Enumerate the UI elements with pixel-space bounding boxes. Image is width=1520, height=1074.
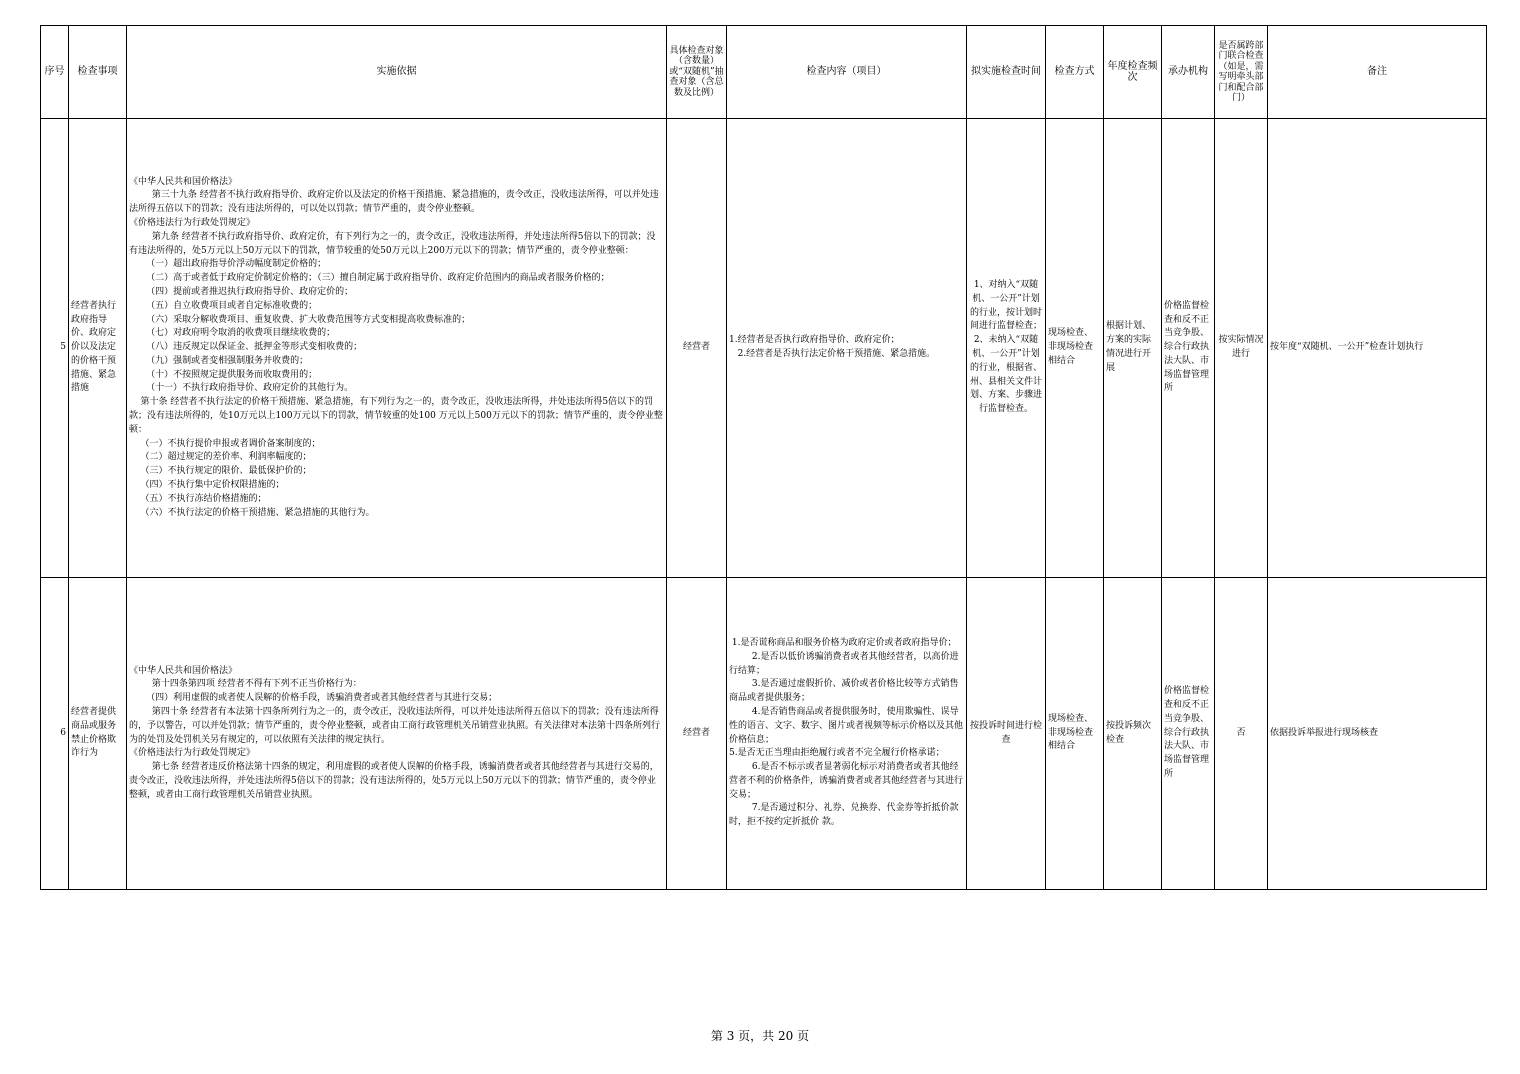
row-basis: 《中华人民共和国价格法》 第十四条第四项 经营者不得有下列不正当价格行为： （四）利用虚假的或者使人误解的价格手段，诱骗消费者或者其他经营者与其进行交易； 第四十条 经营者有本法第十四条所列行为之一的，责令改正，没收违法所得，可以并处违法所得五倍以下的罚款；没有违法所得的，予以警告，可以并处罚款；情节严重的，责令停业整顿，或者由工商行政管理机关吊销营业执照。有关法律对本法第十四条所列行为的处罚及处罚机关另有规定的，可以依照有关法律的规定执行。 《价格违法行为行政处罚规定》 第七条 经营者违反价格法第十四条的规定，利用虚假的或者使人误解的价格手段，诱骗消费者或者其他经营者与其进行交易的，责令改正，没收违法所得，并处违法所得5倍以下的罚款；没有违法所得的，处5万元以上50万元以下的罚款；情节严重的，责令停业整顿，或者由工商行政管理机关吊销营业执照。 (127, 578, 667, 890)
header-target: 具体检查对象（含数量）或“双随机”抽查对象（含总数及比例） (667, 26, 727, 119)
header-basis: 实施依据 (127, 26, 667, 119)
row-content: 1.经营者是否执行政府指导价、政府定价； 2.经营者是否执行法定价格干预措施、紧急措施。 (727, 119, 967, 578)
row-target: 经营者 (667, 119, 727, 578)
header-org: 承办机构 (1162, 26, 1215, 119)
header-method: 检查方式 (1046, 26, 1104, 119)
row-org: 价格监督检查和反不正当竞争股、综合行政执法大队、市场监督管理所 (1162, 119, 1215, 578)
table-row (41, 578, 1487, 890)
row-joint: 按实际情况进行 (1215, 119, 1268, 578)
inspection-table (40, 25, 1487, 890)
header-content: 检查内容（项目） (727, 26, 967, 119)
row-freq: 按投诉频次检查 (1104, 578, 1162, 890)
table-row (41, 119, 1487, 578)
row-item: 经营者提供商品或服务禁止价格欺诈行为 (69, 578, 127, 890)
row-method: 现场检查、非现场检查相结合 (1046, 119, 1104, 578)
row-method: 现场检查、非现场检查相结合 (1046, 578, 1104, 890)
row-joint: 否 (1215, 578, 1268, 890)
row-content: 1.是否谎称商品和服务价格为政府定价或者政府指导价； 2.是否以低价诱骗消费者或者其他经营者，以高价进行结算； 3.是否通过虚假折价、减价或者价格比较等方式销售商品或者提供服务； 4.是否销售商品或者提供服务时，使用欺骗性、误导性的语言、文字、数字、图片或者视频等标示价格以及其他价格信息； 5.是否无正当理由拒绝履行或者不完全履行价格承诺； 6.是否不标示或者显著弱化标示对消费者或者其他经营者不利的价格条件，诱骗消费者或者其他经营者与其进行交易； 7.是否通过积分、礼券、兑换券、代金券等折抵价款时，拒不按约定折抵价 款。 (727, 578, 967, 890)
header-item: 检查事项 (69, 26, 127, 119)
header-time: 拟实施检查时间 (967, 26, 1046, 119)
header-seq: 序号 (41, 26, 69, 119)
row-time: 1、对纳入“双随机、一公开”计划的行业，按计划时间进行监督检查； 2、未纳入“双随机、一公开”计划的行业，根据省、州、县相关文件计划、方案、步骤进行监督检查。 (967, 119, 1046, 578)
row-org: 价格监督检查和反不正当竞争股、综合行政执法大队、市场监督管理所 (1162, 578, 1215, 890)
row-time: 按投诉时间进行检查 (967, 578, 1046, 890)
row-seq: 5 (41, 119, 69, 578)
header-remark: 备注 (1268, 26, 1487, 119)
row-remark: 按年度“双随机、一公开”检查计划执行 (1268, 119, 1487, 578)
page-number: 第 3 页，共 20 页 (710, 1029, 810, 1043)
row-target: 经营者 (667, 578, 727, 890)
header-joint: 是否属跨部门联合检查（如是，需写明牵头部门和配合部门） (1215, 26, 1268, 119)
row-basis: 《中华人民共和国价格法》 第三十九条 经营者不执行政府指导价、政府定价以及法定的价格干预措施、紧急措施的，责令改正，没收违法所得，可以并处违法所得五倍以下的罚款；没有违法所得的，可以处以罚款；情节严重的，责令停业整顿。 《价格违法行为行政处罚规定》 第九条 经营者不执行政府指导价、政府定价，有下列行为之一的，责令改正，没收违法所得，并处违法所得5倍以下的罚款；没有违法所得的，处5万元以上50万元以下的罚款，情节较重的处50万元以上200万元以下的罚款；情节严重的，责令停业整顿： （一）超出政府指导价浮动幅度制定价格的； （二）高于或者低于政府定价制定价格的；（三）擅自制定属于政府指导价、政府定价范围内的商品或者服务价格的； （四）提前或者推迟执行政府指导价、政府定价的； （五）自立收费项目或者自定标准收费的； （六）采取分解收费项目、重复收费、扩大收费范围等方式变相提高收费标准的； （七）对政府明令取消的收费项目继续收费的； （八）违反规定以保证金、抵押金等形式变相收费的； （九）强制或者变相强制服务并收费的； （十）不按照规定提供服务而收取费用的； （十一）不执行政府指导价、政府定价的其他行为。 第十条 经营者不执行法定的价格干预措施、紧急措施，有下列行为之一的，责令改正，没收违法所得，并处违法所得5倍以下的罚款；没有违法所得的，处10万元以上100万元以下的罚款，情节较重的处100 万元以上500万元以下的罚款；情节严重的，责令停业整顿： （一）不执行提价申报或者调价备案制度的； （二）超过规定的差价率、利润率幅度的； （三）不执行规定的限价、最低保护价的； （四）不执行集中定价权限措施的； （五）不执行冻结价格措施的； （六）不执行法定的价格干预措施、紧急措施的其他行为。 (127, 119, 667, 578)
row-freq: 根据计划、方案的实际情况进行开展 (1104, 119, 1162, 578)
row-item: 经营者执行政府指导价、政府定价以及法定的价格干预措施、紧急措施 (69, 119, 127, 578)
header-freq: 年度检查频次 (1104, 26, 1162, 119)
header-row (41, 26, 1487, 119)
row-seq: 6 (41, 578, 69, 890)
row-remark: 依据投诉举报进行现场核查 (1268, 578, 1487, 890)
